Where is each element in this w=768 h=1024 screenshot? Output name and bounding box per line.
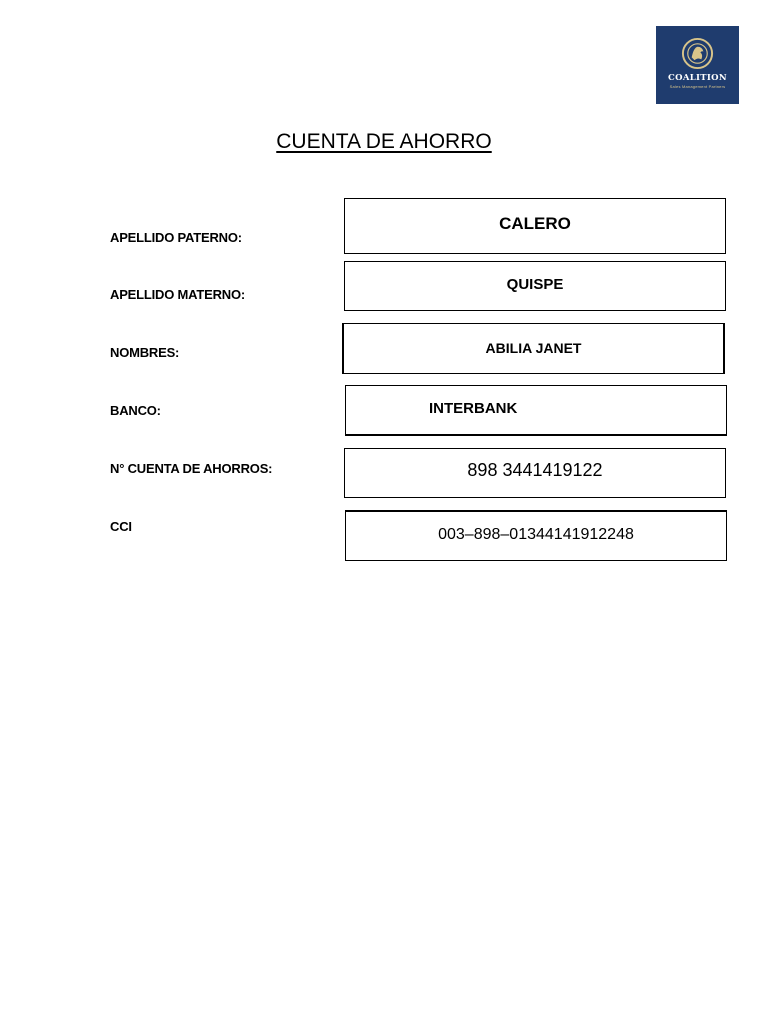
value-nombres: ABILIA JANET — [485, 340, 582, 356]
field-apellido-paterno — [344, 198, 726, 254]
label-cuenta-ahorros: N° CUENTA DE AHORROS: — [110, 461, 273, 476]
field-cuenta-ahorros — [344, 448, 726, 498]
value-banco: INTERBANK — [429, 400, 518, 417]
company-logo — [656, 26, 739, 104]
label-apellido-paterno: APELLIDO PATERNO: — [110, 230, 242, 245]
value-apellido-materno: QUISPE — [506, 276, 564, 293]
field-banco — [345, 385, 727, 436]
logo-name: COALITION — [668, 73, 727, 83]
lion-emblem-icon — [680, 36, 715, 71]
field-apellido-materno — [344, 261, 726, 311]
label-apellido-materno: APELLIDO MATERNO: — [110, 287, 246, 302]
label-cci: CCI — [110, 519, 132, 534]
label-nombres: NOMBRES: — [110, 345, 180, 360]
value-apellido-paterno: CALERO — [499, 214, 571, 233]
value-cuenta-ahorros: 898 3441419122 — [467, 460, 603, 480]
field-cci — [345, 510, 727, 561]
value-cci: 003–898–01344141912248 — [438, 526, 634, 543]
field-nombres — [342, 323, 725, 374]
page-title: CUENTA DE AHORRO — [276, 130, 492, 153]
logo-tagline: Sales Management Partners — [669, 84, 726, 89]
label-banco: BANCO: — [110, 403, 161, 418]
